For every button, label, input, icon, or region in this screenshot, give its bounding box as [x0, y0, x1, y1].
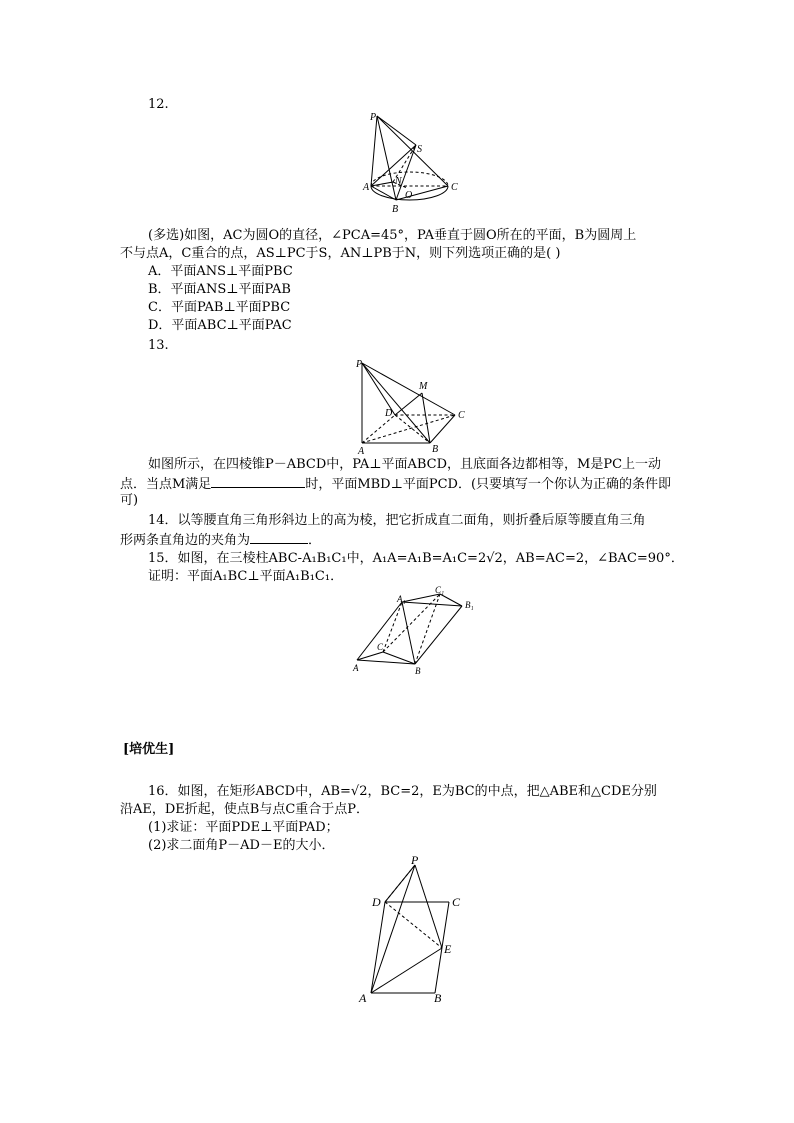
q12-stem-line2: 不与点A，C重合的点，AS⊥PC于S，AN⊥PB于N，则下列选项正确的是( ) [120, 246, 561, 261]
q13-figure [350, 355, 475, 455]
q13-number: 13. [148, 338, 169, 353]
q15-figure [345, 582, 495, 677]
label-p: P [356, 359, 363, 370]
q16-part2: (2)求二面角P－AD－E的大小． [148, 838, 335, 853]
label-b: B [415, 666, 421, 676]
q13-stem-line3: 可) [120, 493, 139, 508]
q13-stem-line1: 如图所示，在四棱锥P－ABCD中，PA⊥平面ABCD，且底面各边都相等，M是PC上一动 [148, 457, 662, 472]
label-b: B [392, 204, 399, 215]
label-a: A [353, 663, 359, 673]
label-e: E [444, 942, 452, 956]
label-a: A [359, 991, 367, 1005]
label-a: A [363, 182, 370, 193]
q12-option-d: D．平面ABC⊥平面PAC [148, 318, 292, 333]
q14-stem-line2 [120, 530, 321, 550]
label-a1: A₁ [397, 594, 406, 604]
label-m: M [419, 381, 428, 392]
label-b: B [432, 444, 439, 455]
q12-number: 12. [148, 97, 169, 112]
section-header: [培优生] [123, 742, 175, 757]
label-a: A [358, 446, 365, 455]
label-o: O [405, 190, 413, 201]
label-c: C [451, 182, 458, 193]
q12-stem-line1: (多选)如图，AC为圆O的直径，∠PCA=45°，PA垂直于圆O所在的平面，B为圆周上 [148, 228, 637, 243]
label-b: B [434, 991, 442, 1005]
label-s: S [417, 144, 422, 155]
q14-answer-blank[interactable] [250, 530, 308, 544]
q16-stem-line2: 沿AE，DE折起，使点B与点C重合于点P． [120, 802, 370, 817]
q12-figure [355, 108, 470, 218]
q16-part1: (1)求证：平面PDE⊥平面PAD； [148, 820, 339, 835]
q15-stem-line2: 证明：平面A₁BC⊥平面A₁B₁C₁． [148, 569, 344, 584]
q12-option-b: B．平面ANS⊥平面PAB [148, 282, 291, 297]
label-c: C [377, 642, 384, 652]
label-n: N [395, 176, 402, 187]
label-d: D [385, 408, 393, 419]
q12-option-c: C．平面PAB⊥平面PBC [148, 300, 291, 315]
q13-stem-line2 [120, 474, 671, 494]
q13-answer-blank[interactable] [211, 474, 305, 488]
q13-text-b: 时，平面MBD⊥平面PCD．(只要填写一个你认为正确的条件即 [305, 477, 672, 492]
q16-figure [350, 852, 475, 1007]
q16-stem-line1: 16．如图，在矩形ABCD中，AB=√2，BC=2，E为BC的中点，把△ABE和△CDE分别 [148, 784, 657, 799]
label-p: P [411, 853, 419, 867]
label-c: C [452, 895, 461, 909]
q14-stem-line1: 14．以等腰直角三角形斜边上的高为棱，把它折成直二面角，则折叠后原等腰直角三角 [148, 513, 646, 528]
q13-text-a: 点．当点M满足 [120, 477, 212, 492]
label-d: D [372, 895, 381, 909]
q12-option-a: A．平面ANS⊥平面PBC [148, 264, 293, 279]
q14-text-a: 形两条直角边的夹角为 [120, 533, 251, 548]
q14-text-b: ． [308, 533, 322, 548]
label-p: P [370, 112, 377, 123]
label-b1: B₁ [465, 600, 474, 610]
q15-stem-line1: 15．如图，在三棱柱ABC-A₁B₁C₁中，A₁A=A₁B=A₁C=2√2，AB=AC=2，∠BAC=90°． [148, 551, 684, 566]
label-c1: C₁ [435, 585, 445, 595]
label-c: C [458, 410, 465, 421]
